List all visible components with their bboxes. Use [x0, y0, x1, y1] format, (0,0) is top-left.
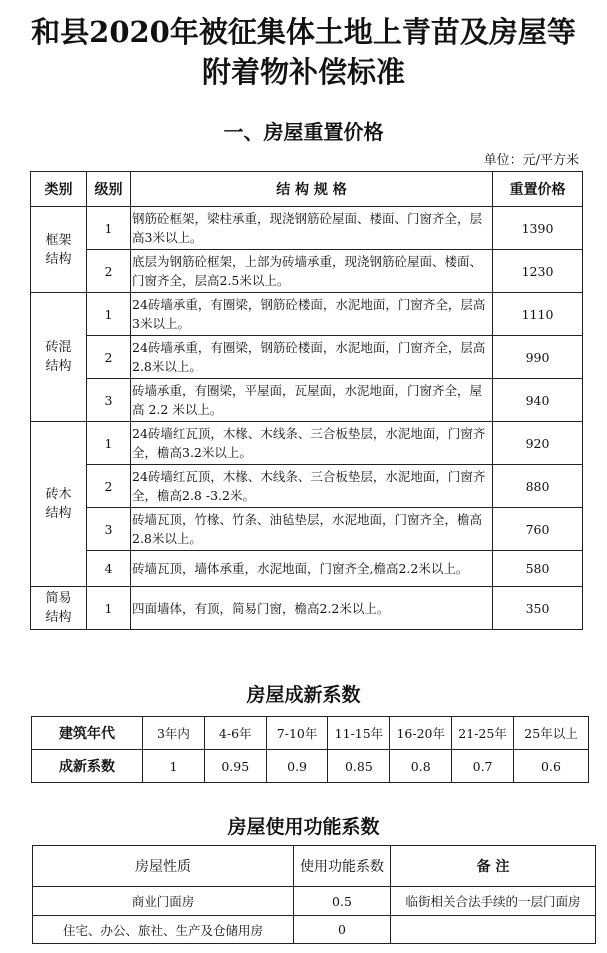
price-cell: 1110: [493, 293, 583, 336]
row-label-coefficient: 成新系数: [32, 750, 143, 783]
header-price: 重置价格: [493, 172, 583, 207]
price-cell: 920: [493, 422, 583, 465]
table-row: [31, 587, 583, 630]
table-row: [31, 551, 583, 587]
spec-cell: 砖墙承重，有圈梁，平屋面，瓦屋面，水泥地面，门窗齐全，屋高 2.2 米以上。: [131, 379, 493, 422]
table-row: [31, 250, 583, 293]
spec-cell: 24砖墙承重，有圈梁，钢筋砼楼面，水泥地面，门窗齐全，层高2.8米以上。: [131, 336, 493, 379]
table-row: [32, 750, 589, 783]
newness-coefficient: 0.85: [328, 750, 390, 783]
spec-cell: 24砖墙承重，有圈梁，钢筋砼楼面，水泥地面，门窗齐全，层高3米以上。: [131, 293, 493, 336]
newness-coefficient: 1: [143, 750, 205, 783]
category-cell: 框架 结构: [31, 207, 87, 293]
table-header-row: [33, 846, 596, 887]
header-category: 类别: [31, 172, 87, 207]
newness-coefficient: 0.8: [390, 750, 452, 783]
age-range: 11-15年: [328, 717, 390, 750]
price-cell: 1390: [493, 207, 583, 250]
document-title-line2: 附着物补偿标准: [201, 55, 405, 89]
table-row: [33, 916, 596, 944]
level-cell: 2: [87, 465, 131, 508]
price-cell: 940: [493, 379, 583, 422]
age-range: 16-20年: [390, 717, 452, 750]
category-cell: 砖木 结构: [31, 422, 87, 587]
age-range: 21-25年: [452, 717, 514, 750]
price-cell: 1230: [493, 250, 583, 293]
age-range: 4-6年: [204, 717, 266, 750]
spec-cell: 砖墙瓦顶，墙体承重，水泥地面，门窗齐全,檐高2.2米以上。: [131, 551, 493, 587]
level-cell: 2: [87, 336, 131, 379]
newness-coefficient: 0.9: [266, 750, 328, 783]
spec-cell: 钢筋砼框架，梁柱承重，现浇钢筋砼屋面、楼面、门窗齐全，层高3米以上。: [131, 207, 493, 250]
header-note: 备 注: [391, 846, 596, 887]
price-cell: 760: [493, 508, 583, 551]
spec-cell: 24砖墙红瓦顶，木椽、木线条、三合板垫层，水泥地面，门窗齐全，檐高2.8 -3.2米。: [131, 465, 493, 508]
level-cell: 3: [87, 379, 131, 422]
age-range: 3年内: [143, 717, 205, 750]
function-coef: 0.5: [294, 887, 391, 916]
table-row: [33, 887, 596, 916]
section1-heading: 一、房屋重置价格: [223, 120, 384, 144]
function-coefficient-table: [32, 845, 596, 944]
unit-label: 单位：元/平方米: [483, 153, 579, 168]
spec-cell: 四面墙体，有顶，简易门窗，檐高2.2米以上。: [131, 587, 493, 630]
price-cell: 880: [493, 465, 583, 508]
level-cell: 1: [87, 422, 131, 465]
price-cell: 580: [493, 551, 583, 587]
replacement-price-table: [30, 171, 583, 630]
table-row: [32, 717, 589, 750]
table-row: [31, 508, 583, 551]
document-title-line1: 和县2020年被征集体土地上青苗及房屋等: [31, 15, 576, 49]
level-cell: 2: [87, 250, 131, 293]
newness-coefficient-table: [31, 716, 589, 783]
table-row: [31, 207, 583, 250]
spec-cell: 底层为钢筋砼框架，上部为砖墙承重，现浇钢筋砼屋面、楼面、门窗齐全，层高2.5米以上。: [131, 250, 493, 293]
row-label-age: 建筑年代: [32, 717, 143, 750]
level-cell: 1: [87, 587, 131, 630]
newness-coefficient: 0.95: [204, 750, 266, 783]
level-cell: 4: [87, 551, 131, 587]
newness-coefficient: 0.7: [452, 750, 514, 783]
table-row: [31, 465, 583, 508]
age-range: 7-10年: [266, 717, 328, 750]
table-row: [31, 422, 583, 465]
note: 临街相关合法手续的一层门面房: [391, 887, 596, 916]
age-range: 25年以上: [514, 717, 589, 750]
header-function-coef: 使用功能系数: [294, 846, 391, 887]
house-type: 住宅、办公、旅社、生产及仓储用房: [33, 916, 294, 944]
category-cell: 砖混 结构: [31, 293, 87, 422]
level-cell: 3: [87, 508, 131, 551]
table-row: [31, 336, 583, 379]
note: [391, 916, 596, 944]
function-coef: 0: [294, 916, 391, 944]
header-level: 级别: [87, 172, 131, 207]
category-cell: 简易 结构: [31, 587, 87, 630]
section2-heading: 房屋成新系数: [246, 684, 361, 706]
level-cell: 1: [87, 293, 131, 336]
table-row: [31, 379, 583, 422]
spec-cell: 24砖墙红瓦顶，木椽、木线条、三合板垫层，水泥地面，门窗齐全，檐高3.2米以上。: [131, 422, 493, 465]
newness-coefficient: 0.6: [514, 750, 589, 783]
table-header-row: [31, 172, 583, 207]
header-house-type: 房屋性质: [33, 846, 294, 887]
spec-cell: 砖墙瓦顶，竹椽、竹条、油毡垫层，水泥地面，门窗齐全，檐高2.8米以上。: [131, 508, 493, 551]
section3-heading: 房屋使用功能系数: [227, 816, 380, 838]
house-type: 商业门面房: [33, 887, 294, 916]
level-cell: 1: [87, 207, 131, 250]
header-spec: 结 构 规 格: [131, 172, 493, 207]
price-cell: 350: [493, 587, 583, 630]
table-row: [31, 293, 583, 336]
price-cell: 990: [493, 336, 583, 379]
